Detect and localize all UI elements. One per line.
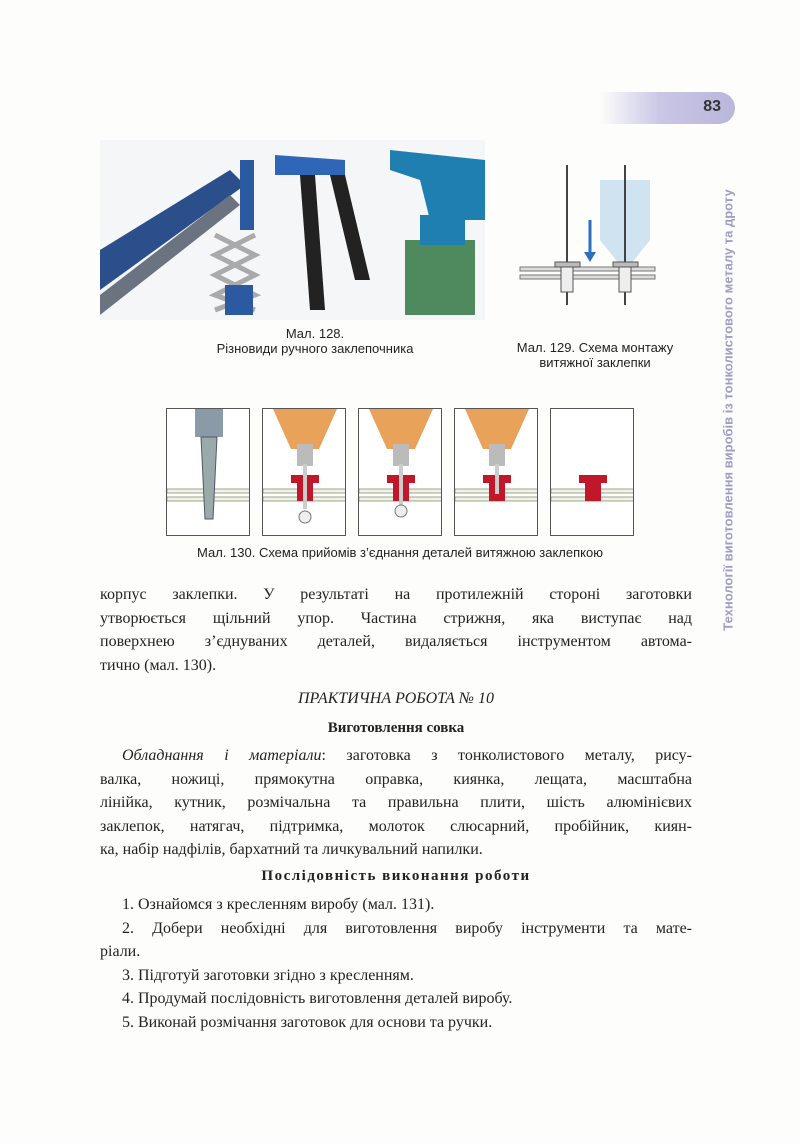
step-item: 3. Підготуй заготовки згідно з кресленням. — [122, 966, 414, 984]
figure-128-caption — [180, 326, 450, 356]
side-title-text: Технології виготовлення виробів із тонколистового металу та дроту — [720, 189, 736, 631]
figure-129-rivet-schema — [515, 160, 660, 310]
text-line: заклепок, натягач, підтримка, молоток слюсарний, пробійник, киян- — [100, 817, 692, 835]
practical-work-title: ПРАКТИЧНА РОБОТА № 10 — [298, 690, 494, 707]
figure-130-step-3 — [358, 408, 442, 536]
caption-line: Різновиди ручного заклепочника — [216, 341, 414, 356]
practical-work-subtitle: Виготовлення совка — [327, 720, 465, 736]
step-item: 4. Продумай послідовність виготовлення деталей виробу. — [122, 990, 513, 1007]
text-line: валка, ножиці, прямокутна оправка, киянка, лещата, масштабна — [100, 770, 692, 788]
page-number: 83 — [703, 98, 721, 115]
figure-130-step-5 — [550, 408, 634, 536]
text-line: ка, набір надфілів, бархатний та личкувальний напилки. — [100, 841, 483, 858]
page-number-tab — [600, 92, 735, 124]
equipment-paragraph — [100, 744, 692, 862]
caption-line: Мал. 129. Схема монтажу — [516, 340, 674, 355]
paragraph-rivet-description — [100, 583, 692, 677]
step-item: ріали. — [100, 943, 141, 960]
side-chapter-title — [718, 140, 738, 680]
figure-130-step-2 — [262, 408, 346, 536]
figure-130-step-1 — [166, 408, 250, 536]
text-line: тично (мал. 130). — [100, 656, 217, 674]
equipment-text: : заготовка з тонколистового металу, рису- — [321, 747, 693, 764]
text-line: корпус заклепки. У результаті на протилежній стороні заготовки — [100, 586, 692, 603]
text-line: лінійка, кутник, розмічальна та правильна плити, шість алюмінієвих — [100, 794, 692, 811]
caption-line: витяжної заклепки — [539, 355, 651, 370]
caption-line: Мал. 128. — [285, 326, 345, 341]
sequence-title: Послідовність виконання роботи — [261, 868, 531, 884]
figure-128-hand-riveters — [100, 140, 485, 320]
steps-list — [100, 893, 692, 1034]
step-item: 1. Ознайомся з кресленням виробу (мал. 131). — [122, 896, 435, 913]
text-line — [100, 744, 692, 768]
figure-129-caption — [500, 340, 690, 370]
figure-130-caption: Мал. 130. Схема прийомів з’єднання деталей витяжною заклепкою — [197, 545, 603, 560]
equipment-label: Обладнання і матеріали — [122, 747, 322, 764]
text-line: поверхнею з’єднуваних деталей, видаляється інструментом автома- — [100, 633, 692, 650]
step-item: 5. Виконай розмічання заготовок для основи та ручки. — [122, 1013, 493, 1031]
text-line: утворюється щільний упор. Частина стрижня, яка виступає над — [100, 609, 692, 627]
figure-130-step-4 — [454, 408, 538, 536]
step-item: 2. Добери необхідні для виготовлення виробу інструменти та мате- — [122, 919, 692, 937]
